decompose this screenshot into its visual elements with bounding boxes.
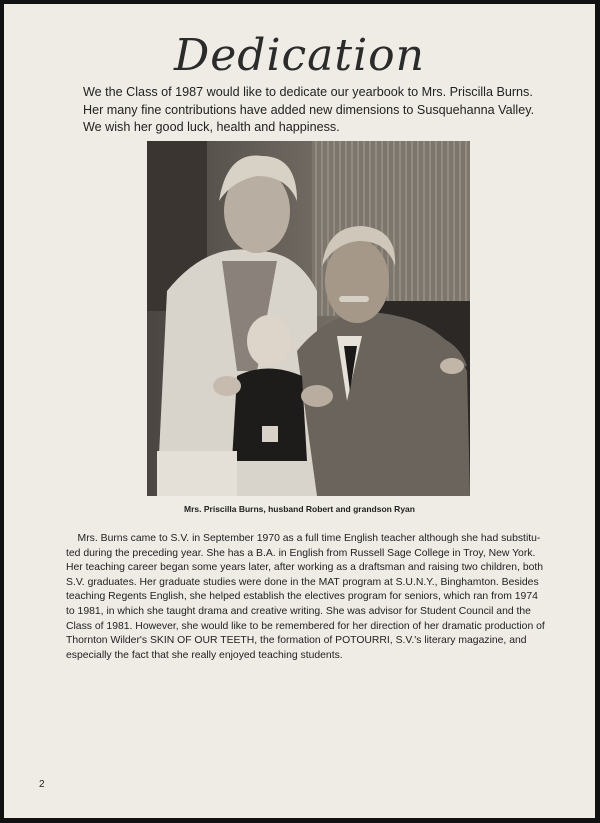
page-title: Dedication (173, 30, 425, 81)
body-line: ted during the preceding year. She has a B.A. in English from Russell Sage College in Troy, New York. (66, 547, 536, 559)
body-line: S.V. graduates. Her graduate studies were done in the MAT program at S.U.N.Y., Binghamton. Besides (66, 576, 539, 588)
body-line: Mrs. Burns came to S.V. in September 1970 as a full time English teacher although she had substitu- (66, 533, 541, 544)
body-line: Her teaching career began some years later, after working as a draftsman and raising two children, both (66, 562, 544, 574)
family-portrait-photo (147, 141, 470, 496)
body-line: Class of 1981. However, she would like to be remembered for her direction of her dramatic production of (66, 620, 545, 632)
dedication-body (66, 532, 556, 663)
body-line: Thornton Wilder's SKIN OF OUR TEETH, the formation of POTOURRI, S.V.'s literary magazine, and (66, 635, 527, 647)
yearbook-page (4, 4, 595, 818)
photo-caption: Mrs. Priscilla Burns, husband Robert and grandson Ryan (184, 504, 415, 514)
intro-line: We the Class of 1987 would like to dedicate our yearbook to Mrs. Priscilla Burns. (83, 85, 533, 99)
intro-line: Her many fine contributions have added new dimensions to Susquehanna Valley. (83, 102, 535, 117)
dedication-intro (83, 84, 543, 137)
intro-line: We wish her good luck, health and happiness. (83, 120, 340, 134)
body-line: teaching Regents English, she helped establish the electives program for seniors, which ran from 1974 (66, 591, 538, 603)
page-number: 2 (39, 779, 45, 790)
body-line: to 1981, in which she taught drama and creative writing. She was advisor for Student Council and the (66, 605, 531, 617)
body-line: especially the fact that she really enjoyed teaching students. (66, 649, 343, 661)
